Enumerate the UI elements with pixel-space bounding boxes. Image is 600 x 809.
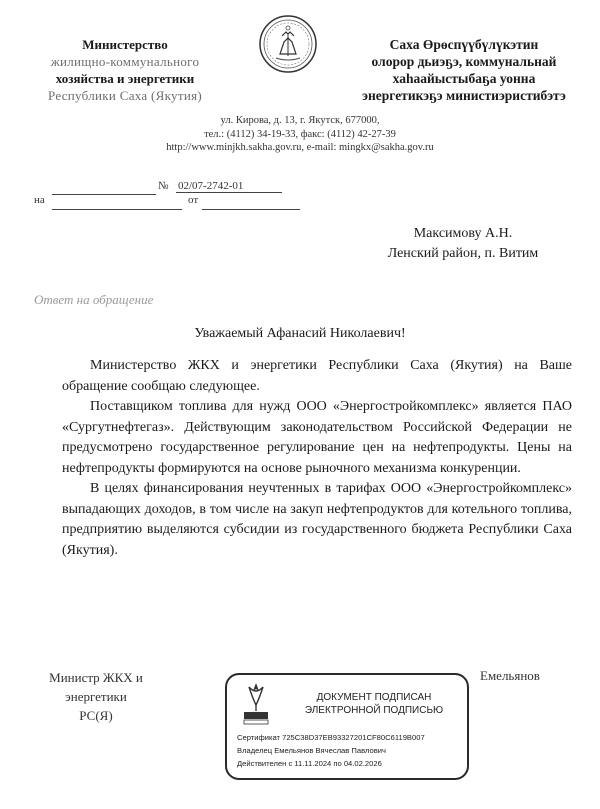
ministry-yakut-line-4: энергетикэҕэ министиэристибэтэ bbox=[362, 88, 566, 103]
contact-block bbox=[150, 114, 450, 155]
stamp-owner: Владелец Емельянов Вячеслав Павлович bbox=[237, 746, 386, 755]
signatory-title-line-2: энергетики bbox=[65, 689, 127, 704]
ministry-yakut-line-3: хаһаайыстыбаҕа уонна bbox=[392, 71, 536, 86]
coat-of-arms-emblem bbox=[258, 14, 318, 74]
stamp-validity: Действителен с 11.11.2024 по 04.02.2026 bbox=[237, 759, 382, 768]
reg-incoming-underline bbox=[52, 198, 182, 210]
ministry-yakut-line-1: Саха Өрөспүүбүлүкэтин bbox=[389, 37, 539, 52]
stamp-certificate: Сертификат 725C38D37EB93327201CF80C6119B007 bbox=[237, 733, 425, 742]
reg-from-label: от bbox=[188, 194, 199, 206]
reg-date-underline bbox=[52, 183, 156, 195]
ministry-name-line-2: жилищно-коммунального bbox=[50, 54, 200, 69]
addressee-location: Ленский район, п. Витим bbox=[387, 246, 539, 261]
contact-phones: тел.: (4112) 34-19-33, факс: (4112) 42-27-39 bbox=[204, 128, 396, 140]
ministry-name-russian bbox=[20, 36, 230, 104]
ministry-name-line-4: Республики Саха (Якутия) bbox=[47, 88, 203, 103]
reg-number-sign: № bbox=[158, 180, 169, 192]
signatory-name: Емельянов bbox=[480, 668, 540, 683]
addressee-block bbox=[340, 224, 586, 264]
ministry-yakut-line-2: олорор дьиэҕэ, коммунальнай bbox=[371, 54, 557, 69]
stamp-title-line-1: ДОКУМЕНТ ПОДПИСАН bbox=[316, 692, 432, 703]
letter-greeting: Уважаемый Афанасий Николаевич! bbox=[194, 326, 406, 341]
body-paragraph-3: В целях финансирования неучтенных в тарифах ООО «Энергостройкомплекс» выпадающих доходов, в том числе на закуп нефтепродуктов для котельного топлива, предприятию выделяются субсидии из государственного бюджета Республики Саха (Якутия). bbox=[62, 481, 572, 558]
ministry-name-line-1: Министерство bbox=[82, 37, 168, 52]
electronic-signature-stamp bbox=[225, 673, 469, 780]
reg-number: 02/07-2742-01 bbox=[176, 180, 282, 193]
signatory-title-line-3: РС(Я) bbox=[79, 708, 113, 723]
stamp-details bbox=[237, 731, 467, 770]
reg-on-label: на bbox=[34, 194, 45, 206]
ministry-name-yakut bbox=[342, 36, 586, 104]
victory-80-logo-icon bbox=[241, 681, 271, 725]
reg-from-underline bbox=[202, 198, 300, 210]
contact-address: ул. Кирова, д. 13, г. Якутск, 677000, bbox=[220, 115, 380, 126]
stamp-title-line-2: ЭЛЕКТРОННОЙ ПОДПИСЬЮ bbox=[304, 705, 444, 716]
letter-body bbox=[62, 356, 572, 561]
stamp-title bbox=[281, 691, 467, 717]
body-paragraph-2: Поставщиком топлива для нужд ООО «Энергостройкомплекс» является ПАО «Сургутнефтегаз». Действующим законодательством Российской Федерации не предусмотрено государственное регулирование цен на нефтепродукты. Цены на нефтепродукты формируются на основе рыночного механизма конкуренции. bbox=[62, 399, 572, 476]
letter-subject: Ответ на обращение bbox=[34, 292, 154, 307]
body-paragraph-1: Министерство ЖКХ и энергетики Республики Саха (Якутия) на Ваше обращение сообщаю следующее. bbox=[62, 358, 572, 394]
ministry-name-line-3: хозяйства и энергетики bbox=[55, 71, 195, 86]
contact-web: http://www.minjkh.sakha.gov.ru, e-mail: mingkx@sakha.gov.ru bbox=[166, 142, 434, 153]
signatory-title bbox=[26, 668, 166, 725]
addressee-name: Максимову А.Н. bbox=[413, 226, 513, 241]
signatory-title-line-1: Министр ЖКХ и bbox=[49, 670, 143, 685]
